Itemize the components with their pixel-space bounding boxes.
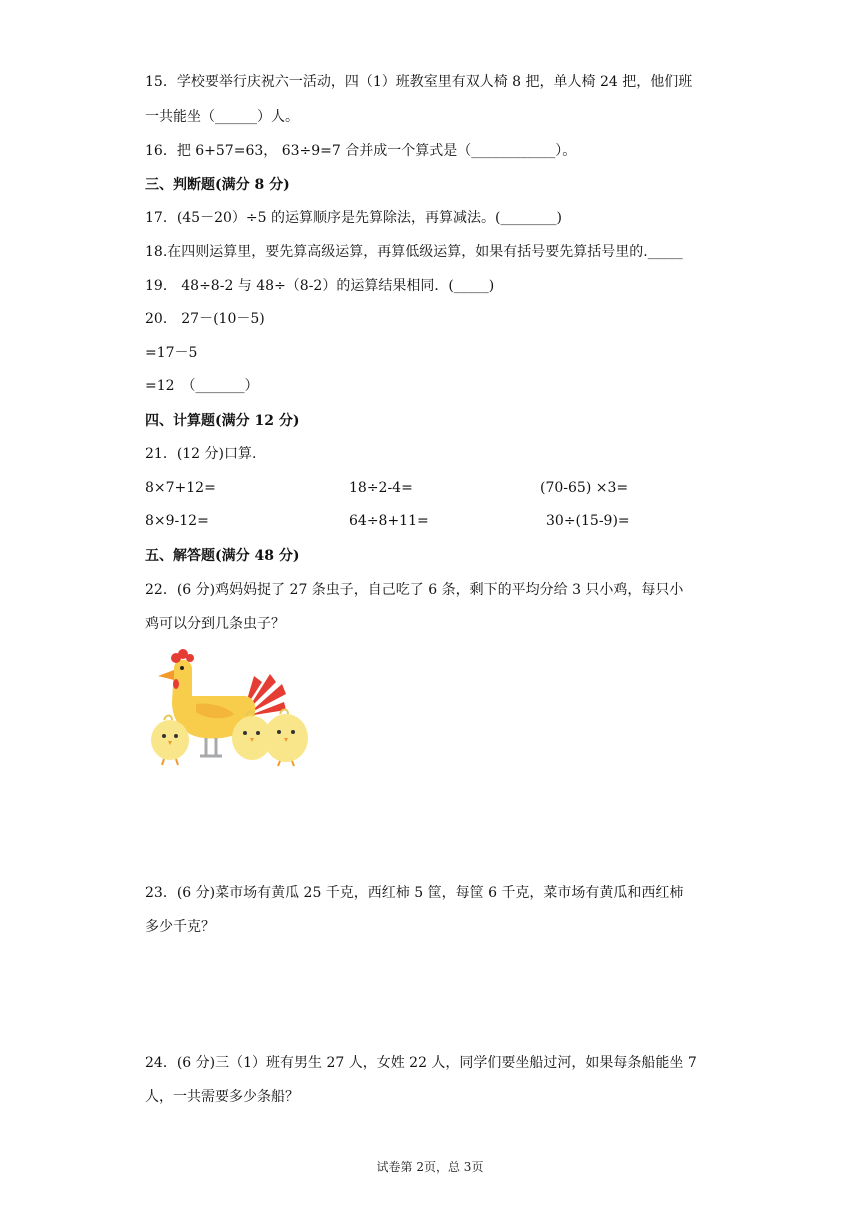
page-footer: 试卷第 2页，总 3页 (376, 1160, 484, 1174)
hen-and-chicks-illustration (146, 648, 314, 768)
calc-item: 30÷(15-9)= (546, 513, 630, 529)
question-19: 19． 48÷8-2 与 48÷（8-2）的运算结果相同．(_____) (145, 278, 495, 294)
calc-item: 64÷8+11= (349, 513, 429, 529)
question-15-line-1: 15．学校要举行庆祝六一活动，四（1）班教室里有双人椅 8 把，单人椅 24 把，他们班 (145, 74, 693, 90)
calc-item: 8×7+12= (145, 480, 216, 496)
question-20-line-2: =17－5 (145, 345, 198, 361)
question-17: 17．(45－20）÷5 的运算顺序是先算除法，再算减法。(________) (145, 210, 562, 226)
question-24-line-1: 24．(6 分)三（1）班有男生 27 人，女姓 22 人，同学们要坐船过河，如果每条船能坐 7 (145, 1055, 697, 1071)
calc-item: 8×9-12= (145, 513, 209, 529)
calc-item: 18÷2-4= (349, 480, 413, 496)
hen-legs (200, 738, 222, 756)
hen-beak (158, 670, 174, 680)
question-18: 18.在四则运算里，要先算高级运算，再算低级运算，如果有括号要先算括号里的._____ (145, 244, 683, 260)
question-24-line-2: 人，一共需要多少条船？ (145, 1089, 299, 1105)
question-15-line-2: 一共能坐（______）人。 (145, 109, 299, 125)
question-20-line-1: 20． 27－(10－5) (145, 311, 265, 327)
calc-item: (70-65) ×3= (540, 480, 629, 496)
question-21: 21．(12 分)口算. (145, 446, 257, 462)
question-23-line-2: 多少千克？ (145, 919, 215, 935)
question-23-line-1: 23．(6 分)菜市场有黄瓜 25 千克，西红柿 5 筐，每筐 6 千克，菜市场有黄瓜和西红柿 (145, 885, 684, 901)
question-22-line-2: 鸡可以分到几条虫子？ (145, 616, 285, 632)
question-20-line-3: =12 （_______） (145, 378, 259, 394)
question-16: 16．把 6+57=63， 63÷9=7 合并成一个算式是（____________）。 (145, 143, 577, 159)
section-3-heading: 三、判断题(满分 8 分) (145, 177, 290, 193)
section-4-heading: 四、计算题(满分 12 分) (145, 413, 300, 429)
chick (264, 710, 308, 767)
section-5-heading: 五、解答题(满分 48 分) (145, 548, 300, 564)
question-22-line-1: 22．(6 分)鸡妈妈捉了 27 条虫子，自己吃了 6 条，剩下的平均分给 3 只小鸡，每只小 (145, 582, 684, 598)
